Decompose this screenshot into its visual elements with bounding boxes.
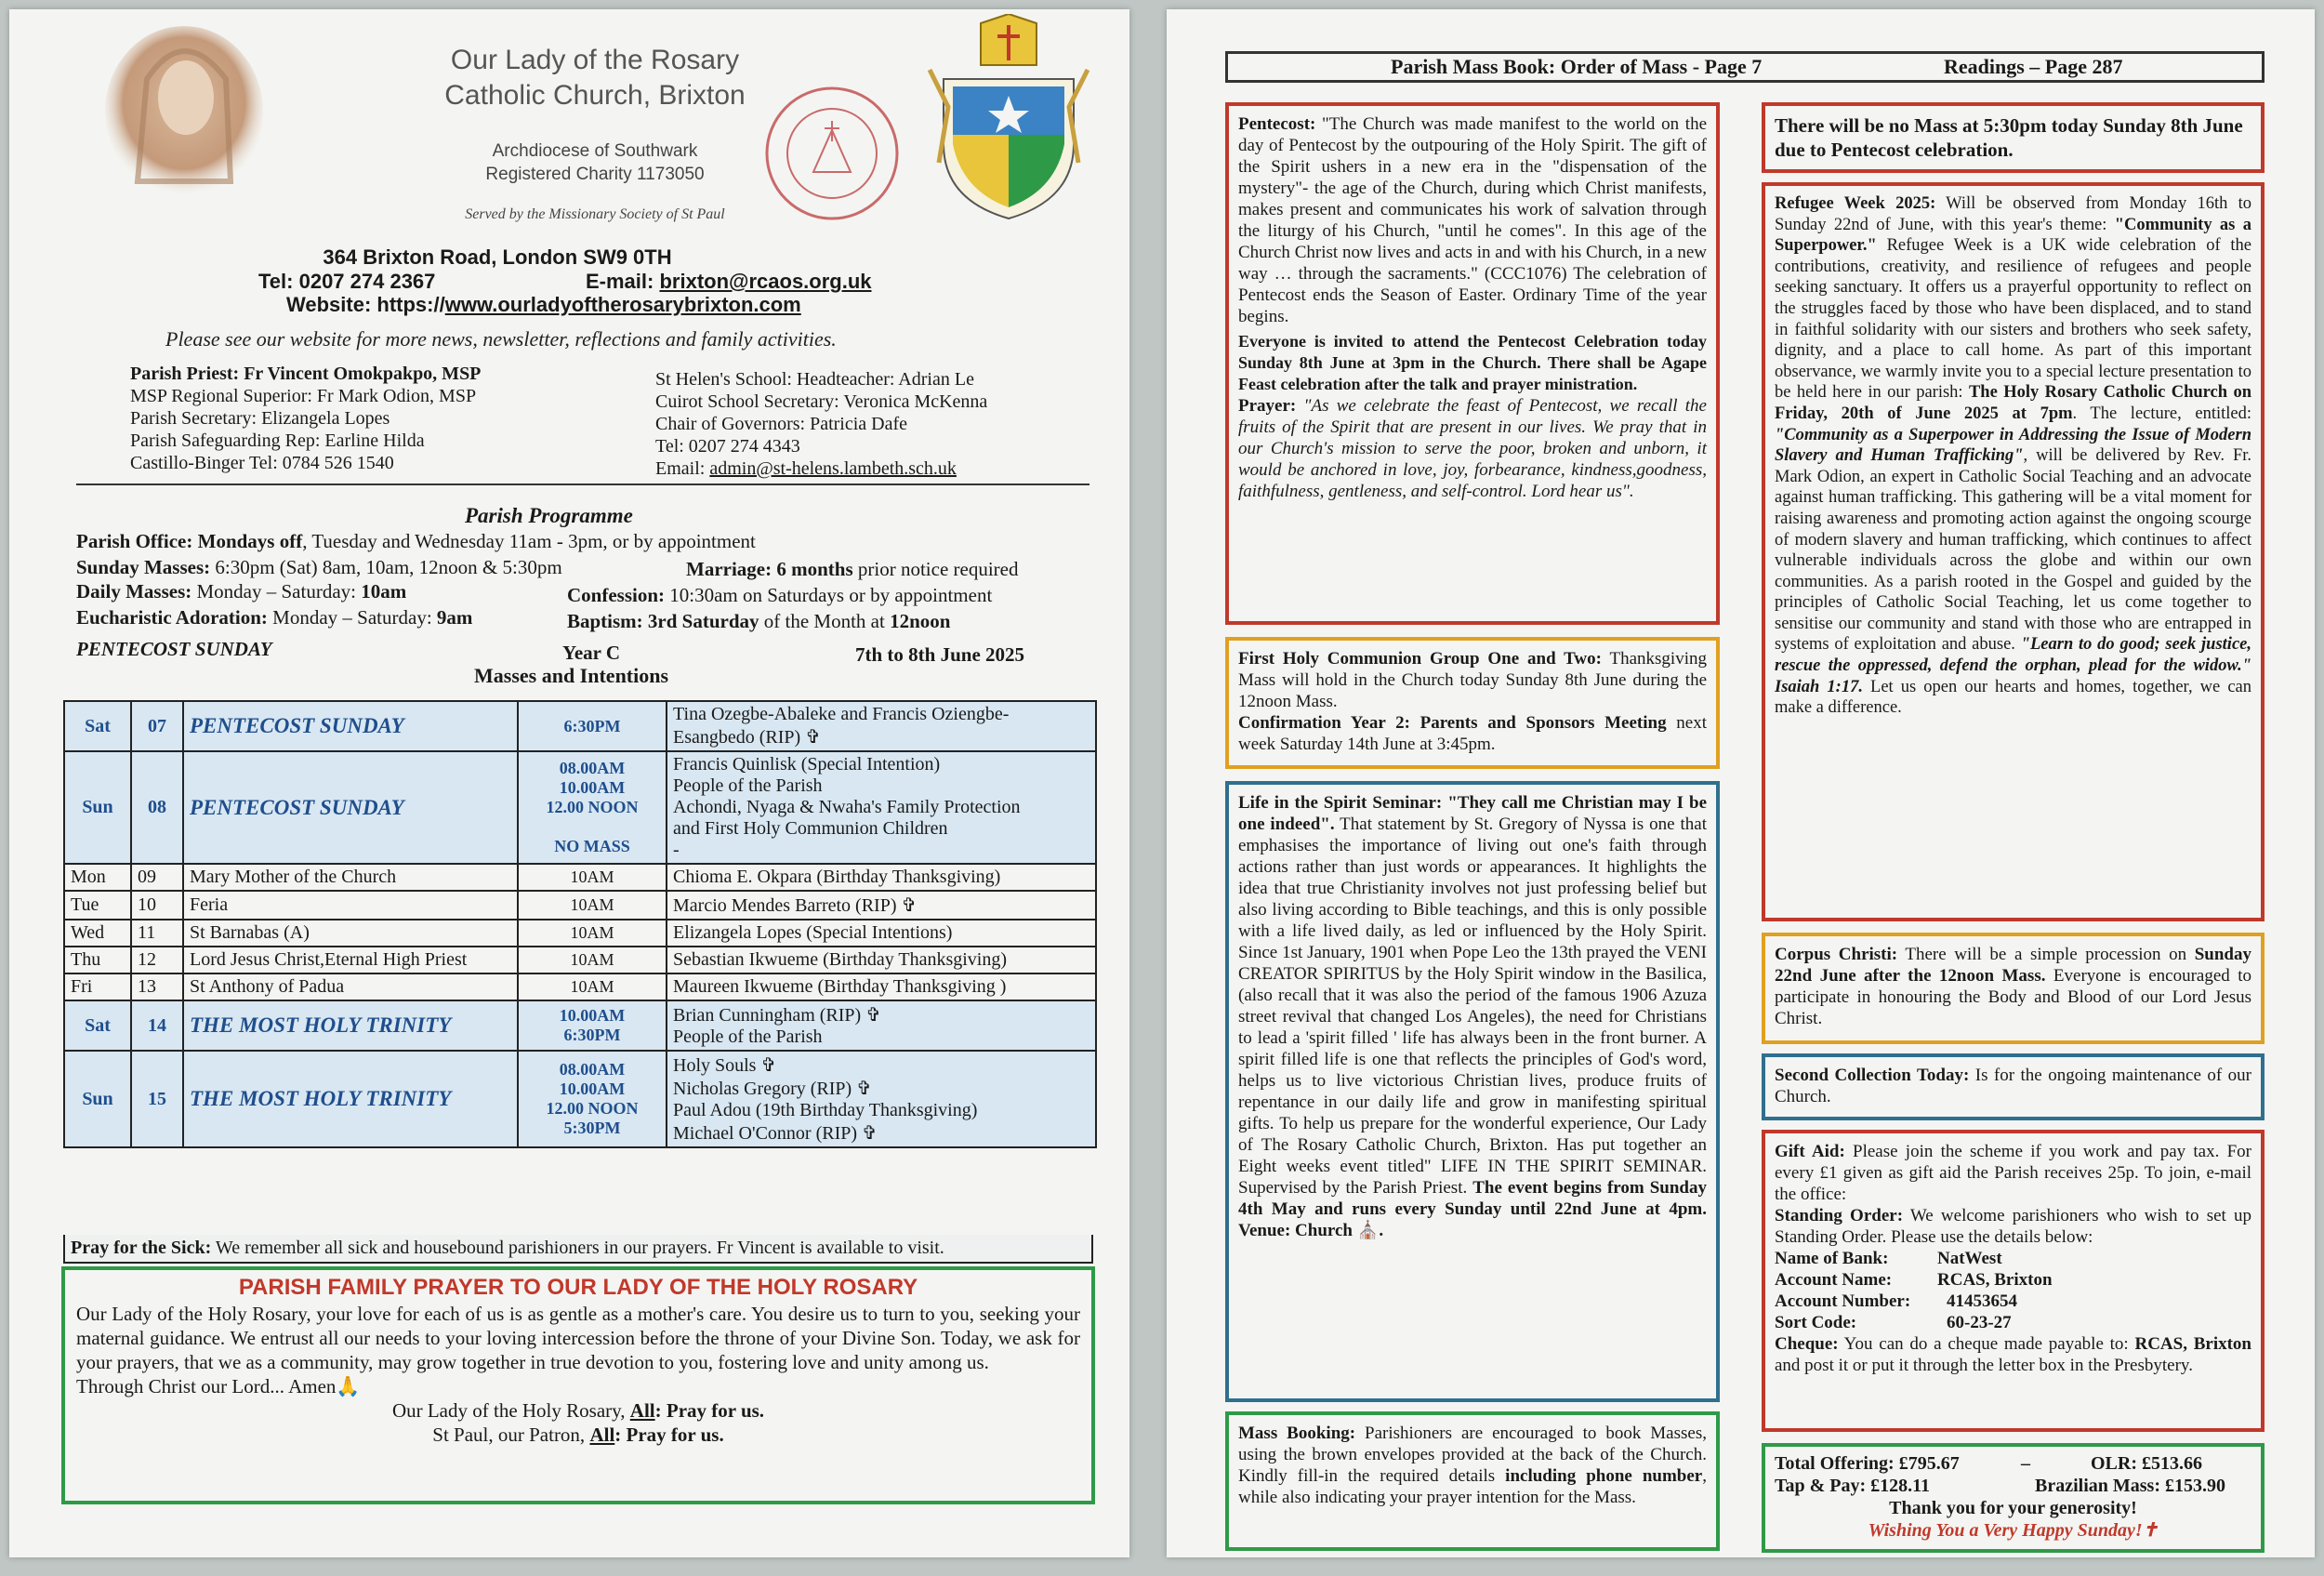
no-mass-notice: [1762, 102, 2265, 173]
pentecost-label: Pentecost:: [1238, 114, 1316, 134]
office-label: Parish Office: Mondays off: [76, 530, 303, 552]
mass-day: Mon: [64, 864, 131, 891]
confirmation-label: Confirmation Year 2: Parents and Sponsors Meeting: [1238, 713, 1667, 733]
week-dates: 7th to 8th June 2025: [855, 643, 1025, 666]
adoration-time: 9am: [436, 606, 473, 629]
daily-text: Monday – Saturday:: [191, 580, 362, 603]
mass-feast: PENTECOST SUNDAY: [183, 701, 518, 751]
offering-box: [1762, 1443, 2265, 1553]
parish-phone: Tel: 0207 274 2367: [258, 270, 436, 293]
mass-row: [64, 891, 1096, 920]
mass-time: 12.00 NOON: [546, 798, 639, 816]
confession-text: 10:30am on Saturdays or by appointment: [665, 584, 993, 606]
mass-day: Fri: [64, 973, 131, 1000]
mass-intention: Achondi, Nyaga & Nwaha's Family Protection: [673, 797, 1021, 817]
mass-intentions: [667, 1000, 1096, 1051]
msp-seal: [762, 84, 902, 223]
account-number-label: Account Number:: [1775, 1291, 1911, 1311]
mass-times: [518, 1000, 667, 1051]
tap-pay-offering: Tap & Pay: £128.11: [1775, 1476, 1931, 1496]
response-2: St Paul, our Patron,: [432, 1424, 590, 1446]
mass-feast: Mary Mother of the Church: [183, 864, 518, 891]
response-pray: : Pray for us.: [654, 1399, 765, 1422]
mass-time: 10AM: [570, 923, 614, 942]
marriage-text: prior notice required: [852, 558, 1019, 580]
booking-text2: , while also indicating your prayer intention for the Mass.: [1238, 1466, 1707, 1507]
refugee-label: Refugee Week 2025:: [1775, 194, 1936, 213]
staff-line: Cuirot School Secretary: Veronica McKenna: [655, 391, 988, 412]
mass-date: 11: [131, 920, 183, 947]
mass-time: 10AM: [570, 977, 614, 996]
sort-code-label: Sort Code:: [1775, 1313, 1857, 1332]
confession-label: Confession:: [567, 584, 666, 606]
mass-time: 10AM: [570, 895, 614, 914]
seminar-box: [1225, 781, 1720, 1402]
refugee-quote: "Learn to do good; seek justice, rescue the oppressed, defend the orphan, plead for the widow." Isaiah 1:17.: [1775, 635, 2251, 696]
mass-intention: -: [673, 840, 680, 860]
parish-website-link[interactable]: www.ourladyoftherosarybrixton.com: [444, 293, 801, 316]
staff-line: MSP Regional Superior: Fr Mark Odion, MSP: [130, 386, 477, 406]
no-mass-text: There will be no Mass at 5:30pm today Sunday 8th June due to Pentecost celebration.: [1775, 114, 2243, 161]
response-pray: : Pray for us.: [614, 1424, 724, 1446]
sunday-label: Sunday Masses:: [76, 556, 211, 578]
booking-label: Mass Booking:: [1238, 1424, 1356, 1443]
mass-day: Sat: [64, 701, 131, 751]
mass-time: 10.00AM: [559, 1079, 626, 1098]
masses-table: [63, 700, 1097, 1148]
pentecost-text: "The Church was made manifest to the world on the day of Pentecost by the outpouring of the Holy Spirit. The gift of the Spirit ushers in a new era in the "dispensation of the mystery"- the age of the Church, during which Christ manifests, makes present and communicates his work of salvation through the liturgy of his Church, "until he comes". In this age of the Church Christ now lives and acts in and with his Church, in a new way … through the sacraments." (CCC1076) The celebration of Pentecost ends the Season of Easter. Ordinary Time of the year begins.: [1238, 114, 1707, 326]
mass-times: [518, 920, 667, 947]
refugee-theme: "Community as a Superpower.": [1775, 215, 2252, 256]
standing-order-label: Standing Order:: [1775, 1206, 1904, 1225]
prayer-title: PARISH FAMILY PRAYER TO OUR LADY OF THE HOLY ROSARY: [238, 1275, 918, 1300]
sunday-wish: Wishing You a Very Happy Sunday!✝: [1868, 1520, 2159, 1541]
sort-code-value: 60-23-27: [1947, 1313, 2012, 1332]
mass-intention: Sebastian Ikwueme (Birthday Thanksgiving): [673, 949, 1008, 970]
mass-intention: Esangbedo (RIP) ✞: [673, 727, 821, 748]
marriage-label: Marriage: 6 months: [686, 558, 853, 580]
mass-time: 6:30PM: [563, 716, 621, 735]
week-feast: PENTECOST SUNDAY: [76, 638, 272, 660]
total-offering: Total Offering: £795.67: [1775, 1453, 1960, 1474]
mass-date: 09: [131, 864, 183, 891]
response-all: All: [589, 1424, 615, 1446]
mass-intentions: [667, 947, 1096, 973]
second-collection-box: [1762, 1053, 2265, 1120]
mass-intention: People of the Parish: [673, 775, 823, 796]
refugee-lecture: "Community as a Superpower in Addressing the Issue of Modern Slavery and Human Trafficking": [1775, 425, 2251, 466]
masses-title: Masses and Intentions: [474, 664, 669, 687]
readings-page: Readings – Page 287: [1944, 55, 2123, 78]
mass-feast: Lord Jesus Christ,Eternal High Priest: [183, 947, 518, 973]
confirmation-text: next week Saturday 14th June at 3:45pm.: [1238, 713, 1707, 754]
refugee-text1: Will be observed from Monday 16th to Sunday 22nd of June, with this year's theme:: [1775, 194, 2251, 234]
parish-email-link[interactable]: brixton@rcaos.org.uk: [659, 270, 872, 293]
email-label: E-mail:: [586, 270, 660, 293]
website-label: Website: https://: [286, 293, 445, 316]
mass-time: 5:30PM: [563, 1119, 621, 1137]
communion-text: Thanksgiving Mass will hold in the Church today Sunday 8th June during the 12noon Mass.: [1238, 649, 1707, 711]
sunday-text: 6:30pm (Sat) 8am, 10am, 12noon & 5:30pm: [210, 556, 562, 578]
staff-list-right: [655, 368, 987, 480]
seminar-schedule: The event begins from Sunday 4th May and runs every Sunday until 22nd June at 4pm. Venue: Church ⛪.: [1238, 1178, 1707, 1240]
mass-feast: PENTECOST SUNDAY: [183, 751, 518, 864]
staff-line: Parish Safeguarding Rep: Earline Hilda: [130, 430, 425, 451]
mass-feast: THE MOST HOLY TRINITY: [183, 1051, 518, 1147]
mass-intention: People of the Parish: [673, 1026, 823, 1047]
communion-box: [1225, 637, 1720, 769]
served-by: Served by the Missionary Society of St Paul: [465, 206, 725, 222]
response-1: Our Lady of the Holy Rosary,: [391, 1399, 630, 1422]
mass-row: [64, 1051, 1096, 1147]
archdiocese: Archdiocese of Southwark: [492, 141, 698, 161]
mass-intentions: [667, 891, 1096, 920]
mass-intentions: [667, 920, 1096, 947]
staff-line: Castillo-Binger Tel: 0784 526 1540: [130, 453, 394, 473]
mass-row: [64, 947, 1096, 973]
refugee-week-box: [1762, 182, 2265, 921]
mass-intention: Nicholas Gregory (RIP) ✞: [673, 1079, 872, 1099]
account-number-value: 41453654: [1947, 1291, 2017, 1311]
mass-intention: and First Holy Communion Children: [673, 818, 948, 839]
account-name-label: Account Name:: [1775, 1270, 1893, 1290]
seminar-text: That statement by St. Gregory of Nyssa is one that emphasises the importance of living out one's faith through actions rather than just words or appearances. It highlights the idea that true Christianity involves not just professing belief but also living according to Bible teachings, and this is only possible with a life lived daily, as led or influenced by the Holy Spirit. Since 1st January, 1901 when Pope Leo the 13th prayed the VENI CREATOR SPIRITUS by the Holy Spirit window in the Basilica, (also recall that it was also the period of the famous 1906 Azuza street revival that changed Los Angeles), the need for Christians to lead a 'spirit filled ' life has always been in the front burner. A spirit filled life is one that reflects the principles of God's word, helps us to live victorious Christian lives, produce fruits of repentance in our daily life and grow in manifesting spiritual gifts. To help us prepare for the wonderful experience, Our Lady of The Rosary Catholic Church, Brixton. Has put together an Eight weeks event titled" LIFE IN THE SPIRIT SEMINAR. Supervised by the Parish Priest.: [1238, 814, 1707, 1198]
school-email-label: Email:: [655, 458, 710, 479]
pentecost-prayer: "As we celebrate the feast of Pentecost, we recall the fruits of the Spirit that are present in our lives. We pray that in our Church's mission to serve the poor, broken and unborn, it would be anchored in love, joy, forbearance, kindness,goodness, faithfulness, gentleness, and self-control. Lord hear us".: [1238, 396, 1707, 501]
mass-intention: Elizangela Lopes (Special Intentions): [673, 922, 953, 943]
cheque-bold: RCAS, Brixton: [2134, 1334, 2251, 1354]
mass-row: [64, 751, 1096, 864]
cheque-text2: and post it or put it through the letter box in the Presbytery.: [1775, 1356, 2193, 1375]
giftaid-text: Please join the scheme if you work and pay tax. For every £1 given as gift aid the Parish receives 25p. To join, e-mail the office:: [1775, 1142, 2251, 1204]
mass-intention: Holy Souls ✞: [673, 1055, 777, 1076]
booking-bold: including phone number: [1505, 1466, 1703, 1486]
mass-row: [64, 1000, 1096, 1051]
thank-you: Thank you for your generosity!: [1889, 1498, 2137, 1518]
mass-date: 14: [131, 1000, 183, 1051]
mass-times: [518, 864, 667, 891]
staff-line: Chair of Governors: Patricia Dafe: [655, 414, 908, 434]
mass-intention: Maureen Ikwueme (Birthday Thanksgiving ): [673, 976, 1007, 997]
website-note: Please see our website for more news, newsletter, reflections and family activities.: [165, 327, 837, 351]
mass-day: Thu: [64, 947, 131, 973]
daily-label: Daily Masses:: [76, 580, 192, 603]
adoration-label: Eucharistic Adoration:: [76, 606, 268, 629]
mass-date: 12: [131, 947, 183, 973]
mass-feast: Feria: [183, 891, 518, 920]
bank-value: NatWest: [1937, 1249, 2002, 1268]
mass-date: 07: [131, 701, 183, 751]
mary-portrait: [100, 23, 268, 200]
mass-book-banner: [1225, 51, 2265, 83]
mass-date: 13: [131, 973, 183, 1000]
sick-notice: [63, 1235, 1093, 1264]
mass-row: [64, 920, 1096, 947]
mass-date: 08: [131, 751, 183, 864]
pentecost-box: [1225, 102, 1720, 625]
staff-list-left: [130, 363, 481, 474]
mass-day: Tue: [64, 891, 131, 920]
mass-intention: Brian Cunningham (RIP) ✞: [673, 1005, 881, 1026]
mass-row: [64, 701, 1096, 751]
mass-feast: St Anthony of Padua: [183, 973, 518, 1000]
mass-intentions: [667, 751, 1096, 864]
mass-day: Sun: [64, 1051, 131, 1147]
baptism-text: of the Month at: [759, 610, 891, 632]
mass-intention: Paul Adou (19th Birthday Thanksgiving): [673, 1100, 978, 1120]
standing-order-text: We welcome parishioners who wish to set up Standing Order. Please use the details below:: [1775, 1206, 2251, 1247]
refugee-venue: The Holy Rosary Catholic Church on Friday, 20th of June 2025 at 7pm: [1775, 383, 2251, 423]
bank-label: Name of Bank:: [1775, 1249, 1889, 1268]
staff-line: Tel: 0207 274 4343: [655, 436, 800, 457]
order-of-mass: Parish Mass Book: Order of Mass - Page 7: [1391, 55, 1763, 78]
sick-label: Pray for the Sick:: [71, 1238, 212, 1258]
mass-booking-box: [1225, 1411, 1720, 1551]
archdiocese-coat-of-arms: [925, 14, 1092, 223]
mass-time: 12.00 NOON: [546, 1099, 639, 1118]
mass-row: [64, 864, 1096, 891]
mass-date: 15: [131, 1051, 183, 1147]
programme-title: Parish Programme: [465, 504, 633, 527]
staff-line: Parish Secretary: Elizangela Lopes: [130, 408, 390, 429]
mass-feast: THE MOST HOLY TRINITY: [183, 1000, 518, 1051]
mass-time: 10.00AM: [559, 1006, 626, 1025]
corpus-text: There will be a simple procession on: [1897, 945, 2195, 964]
baptism-time: 12noon: [890, 610, 951, 632]
mass-day: Wed: [64, 920, 131, 947]
mass-intentions: [667, 701, 1096, 751]
mass-times: [518, 947, 667, 973]
mass-feast: St Barnabas (A): [183, 920, 518, 947]
mass-intentions: [667, 864, 1096, 891]
prayer-body: Our Lady of the Holy Rosary, your love for each of us is as gentle as a mother's care. You desire us to turn to you, seeking your maternal guidance. We entrust all our needs to your loving intercession before the throne of your Divine Son. Today, we ask for your prayers, that we as a community, may grow together in true devotion to you, fostering love and unity among us.: [76, 1303, 1080, 1373]
cheque-text: You can do a cheque made payable to:: [1838, 1334, 2135, 1354]
mass-intentions: [667, 1051, 1096, 1147]
refugee-text5: Let us open our hearts and homes, together, we can make a difference.: [1775, 677, 2251, 718]
mass-time: 10AM: [570, 867, 614, 886]
charity-number: Registered Charity 1173050: [485, 165, 705, 184]
refugee-text4: , will be delivered by Rev. Fr. Mark Odion, an expert in Catholic Social Teaching and an advocate against human trafficking. This gathering will be a vital moment for raising awareness and promoting action against the ongoing scourge of modern slavery and human trafficking, which continues to affect vulnerable individuals across the globe and within our own communities. As a parish rooted in the Gospel and guided by the principles of Catholic Social Teaching, let us come together to sensitise our community and stand with those who are entrapped in systems of exploitation and abuse.: [1775, 446, 2251, 655]
sick-text: We remember all sick and housebound parishioners in our prayers. Fr Vincent is available to visit.: [211, 1238, 944, 1258]
brazilian-mass-offering: Brazilian Mass: £153.90: [2035, 1476, 2225, 1496]
seminar-label: Life in the Spirit Seminar: "They call me Christian may I be one indeed".: [1238, 793, 1707, 834]
office-text: , Tuesday and Wednesday 11am - 3pm, or by appointment: [302, 530, 756, 552]
mass-times: [518, 973, 667, 1000]
parish-address: 364 Brixton Road, London SW9 0TH: [323, 245, 672, 269]
response-all: All: [629, 1399, 655, 1422]
refugee-text3: . The lecture, entitled:: [2072, 404, 2251, 423]
mass-times: [518, 891, 667, 920]
divider: [76, 483, 1089, 485]
prayer-label: Prayer:: [1238, 396, 1297, 416]
mass-time: 10AM: [570, 950, 614, 969]
school-email-link[interactable]: admin@st-helens.lambeth.sch.uk: [709, 458, 957, 479]
mass-times: [518, 1051, 667, 1147]
corpus-christi-box: [1762, 933, 2265, 1044]
mass-intention: Marcio Mendes Barreto (RIP) ✞: [673, 895, 918, 916]
olr-offering: OLR: £513.66: [2091, 1453, 2202, 1474]
offering-dash: –: [2021, 1453, 2030, 1474]
mass-intention: Michael O'Connor (RIP) ✞: [673, 1123, 878, 1144]
baptism-label: Baptism: 3rd Saturday: [567, 610, 759, 632]
corpus-text2: Everyone is encouraged to participate in honouring the Body and Blood of our Lord Jesus Christ.: [1775, 966, 2252, 1028]
account-name-value: RCAS, Brixton: [1937, 1270, 2053, 1290]
cheque-label: Cheque:: [1775, 1334, 1839, 1354]
mass-row: [64, 973, 1096, 1000]
booking-text: Parishioners are encouraged to book Masses, using the brown envelopes provided at the back of the Church. Kindly fill-in the required details: [1238, 1424, 1707, 1486]
collection-text: Is for the ongoing maintenance of our Church.: [1775, 1066, 2251, 1106]
parish-prayer-box: [61, 1266, 1095, 1504]
mass-day: Sat: [64, 1000, 131, 1051]
gift-aid-box: [1762, 1130, 2265, 1432]
mass-time: [524, 817, 660, 837]
mass-time: 08.00AM: [559, 759, 626, 777]
pentecost-invite: Everyone is invited to attend the Pentecost Celebration today Sunday 8th June at 3pm in the Church. There shall be Agape Feast celebration after the talk and prayer ministration.: [1238, 332, 1707, 393]
mass-time: 08.00AM: [559, 1060, 626, 1079]
mass-intention: Tina Ozegbe-Abaleke and Francis Oziengbe-: [673, 704, 1010, 724]
staff-line: Parish Priest: Fr Vincent Omokpakpo, MSP: [130, 364, 482, 384]
mass-intentions: [667, 973, 1096, 1000]
liturgical-year: Year C: [562, 642, 621, 664]
parish-name-line2: Catholic Church, Brixton: [444, 80, 746, 111]
mass-time: 6:30PM: [563, 1026, 621, 1044]
mass-times: [518, 751, 667, 864]
collection-label: Second Collection Today:: [1775, 1066, 1970, 1085]
corpus-bold: Sunday 22nd June after the 12noon Mass.: [1775, 945, 2251, 986]
right-page: [1167, 9, 2315, 1557]
daily-time: 10am: [361, 580, 407, 603]
mass-time: NO MASS: [554, 837, 630, 855]
prayer-ending: Through Christ our Lord... Amen🙏: [76, 1375, 361, 1397]
corpus-label: Corpus Christi:: [1775, 945, 1898, 964]
parish-name-line1: Our Lady of the Rosary: [450, 45, 740, 75]
refugee-text2: Refugee Week is a UK wide celebration of the contributions, creativity, and resilience of refugees and people seeking sanctuary. It offers us a prayerful opportunity to reflect on the struggles faced by those who have been displaced, and to stand in faithful solidarity with our sisters and brothers who seek safety, dignity, and a place to call home. As part of this important observance, we warmly invite you to a special lecture presentation to be held here in our parish:: [1775, 236, 2251, 403]
mass-time: 10.00AM: [559, 778, 626, 797]
giftaid-label: Gift Aid:: [1775, 1142, 1845, 1161]
mass-date: 10: [131, 891, 183, 920]
adoration-text: Monday – Saturday:: [267, 606, 437, 629]
left-page: [9, 9, 1129, 1557]
mass-intention: Chioma E. Okpara (Birthday Thanksgiving): [673, 867, 1001, 887]
mass-intention: Francis Quinlisk (Special Intention): [673, 754, 941, 775]
communion-label: First Holy Communion Group One and Two:: [1238, 649, 1602, 669]
staff-line: St Helen's School: Headteacher: Adrian Le: [655, 369, 974, 390]
mass-times: [518, 701, 667, 751]
mass-day: Sun: [64, 751, 131, 864]
